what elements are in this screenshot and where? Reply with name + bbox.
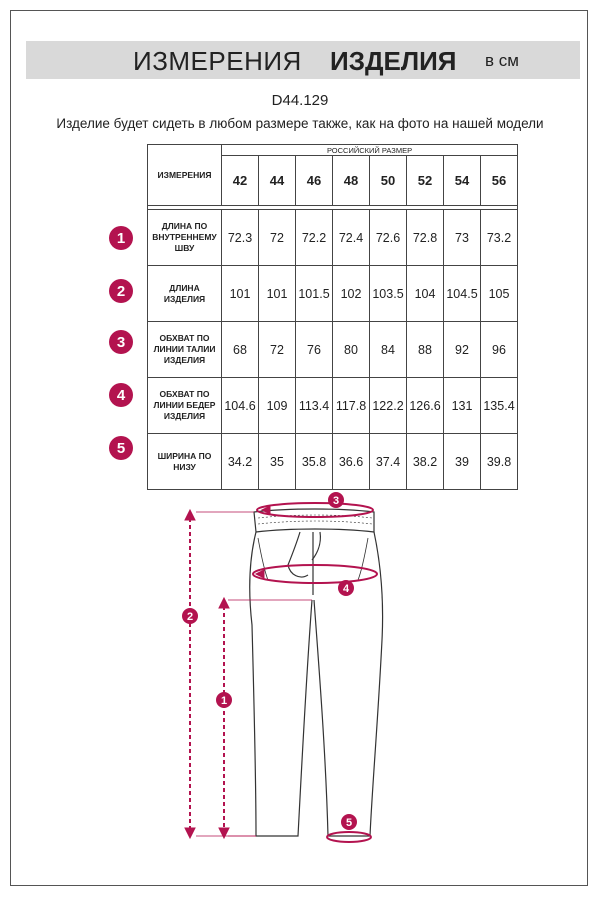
cell-value: 88 (407, 322, 444, 378)
cell-value: 38.2 (407, 434, 444, 490)
size-header: 52 (407, 156, 444, 206)
diagram-markers (182, 492, 357, 830)
cell-value: 68 (222, 322, 259, 378)
cell-value: 72.8 (407, 210, 444, 266)
pants-outline (250, 509, 383, 836)
cell-value: 39.8 (481, 434, 518, 490)
cell-value: 101 (259, 266, 296, 322)
cell-value: 104 (407, 266, 444, 322)
size-header: 50 (370, 156, 407, 206)
size-header: 56 (481, 156, 518, 206)
cell-value: 84 (370, 322, 407, 378)
cell-value: 73 (444, 210, 481, 266)
row-number-badge: 5 (109, 436, 133, 460)
cell-value: 92 (444, 322, 481, 378)
size-header: 46 (296, 156, 333, 206)
article-number: D44.129 (271, 92, 329, 109)
cell-value: 34.2 (222, 434, 259, 490)
marker-label: 2 (186, 611, 194, 623)
cell-value: 103.5 (370, 266, 407, 322)
cell-value: 72.2 (296, 210, 333, 266)
marker-label: 5 (345, 817, 353, 829)
cell-value: 101 (222, 266, 259, 322)
row-label: ДЛИНА ПО ВНУТРЕННЕМУ ШВУ (148, 210, 222, 266)
cell-value: 72 (259, 210, 296, 266)
cell-value: 117.8 (333, 378, 370, 434)
size-header: 54 (444, 156, 481, 206)
cell-value: 102 (333, 266, 370, 322)
cell-value: 96 (481, 322, 518, 378)
cell-value: 36.6 (333, 434, 370, 490)
cell-value: 37.4 (370, 434, 407, 490)
row-number-badge: 2 (109, 279, 133, 303)
cell-value: 80 (333, 322, 370, 378)
cell-value: 35 (259, 434, 296, 490)
row-number-badge: 3 (109, 330, 133, 354)
cell-value: 122.2 (370, 378, 407, 434)
header-title-product: ИЗДЕЛИЯ (330, 46, 457, 76)
cell-value: 39 (444, 434, 481, 490)
cell-value: 101.5 (296, 266, 333, 322)
fit-note: Изделие будет сидеть в любом размере также, как на фото на нашей модели (56, 116, 544, 131)
cell-value: 104.6 (222, 378, 259, 434)
row-label: ОБХВАТ ПО ЛИНИИ ТАЛИИ ИЗДЕЛИЯ (148, 322, 222, 378)
size-header: 42 (222, 156, 259, 206)
cell-value: 109 (259, 378, 296, 434)
cell-value: 135.4 (481, 378, 518, 434)
measurement-guides (185, 503, 377, 842)
marker-label: 1 (220, 695, 228, 707)
size-header: 48 (333, 156, 370, 206)
cell-value: 72.3 (222, 210, 259, 266)
cell-value: 73.2 (481, 210, 518, 266)
cell-value: 126.6 (407, 378, 444, 434)
marker-label: 4 (342, 583, 350, 595)
cell-value: 113.4 (296, 378, 333, 434)
marker-label: 3 (332, 495, 340, 507)
row-number-badge: 4 (109, 383, 133, 407)
cell-value: 72.6 (370, 210, 407, 266)
size-group-header: РОССИЙСКИЙ РАЗМЕР (222, 145, 518, 156)
header-title-measurements: ИЗМЕРЕНИЯ (133, 46, 302, 76)
size-header: 44 (259, 156, 296, 206)
row-label: ДЛИНА ИЗДЕЛИЯ (148, 266, 222, 322)
cell-value: 72.4 (333, 210, 370, 266)
row-label: ОБХВАТ ПО ЛИНИИ БЕДЕР ИЗДЕЛИЯ (148, 378, 222, 434)
cell-value: 76 (296, 322, 333, 378)
cell-value: 35.8 (296, 434, 333, 490)
row-label: ШИРИНА ПО НИЗУ (148, 434, 222, 490)
cell-value: 72 (259, 322, 296, 378)
cell-value: 105 (481, 266, 518, 322)
row-number-badge: 1 (109, 226, 133, 250)
measure-header: ИЗМЕРЕНИЯ (148, 145, 222, 206)
cell-value: 131 (444, 378, 481, 434)
cell-value: 104.5 (444, 266, 481, 322)
header-unit: в см (485, 51, 519, 70)
